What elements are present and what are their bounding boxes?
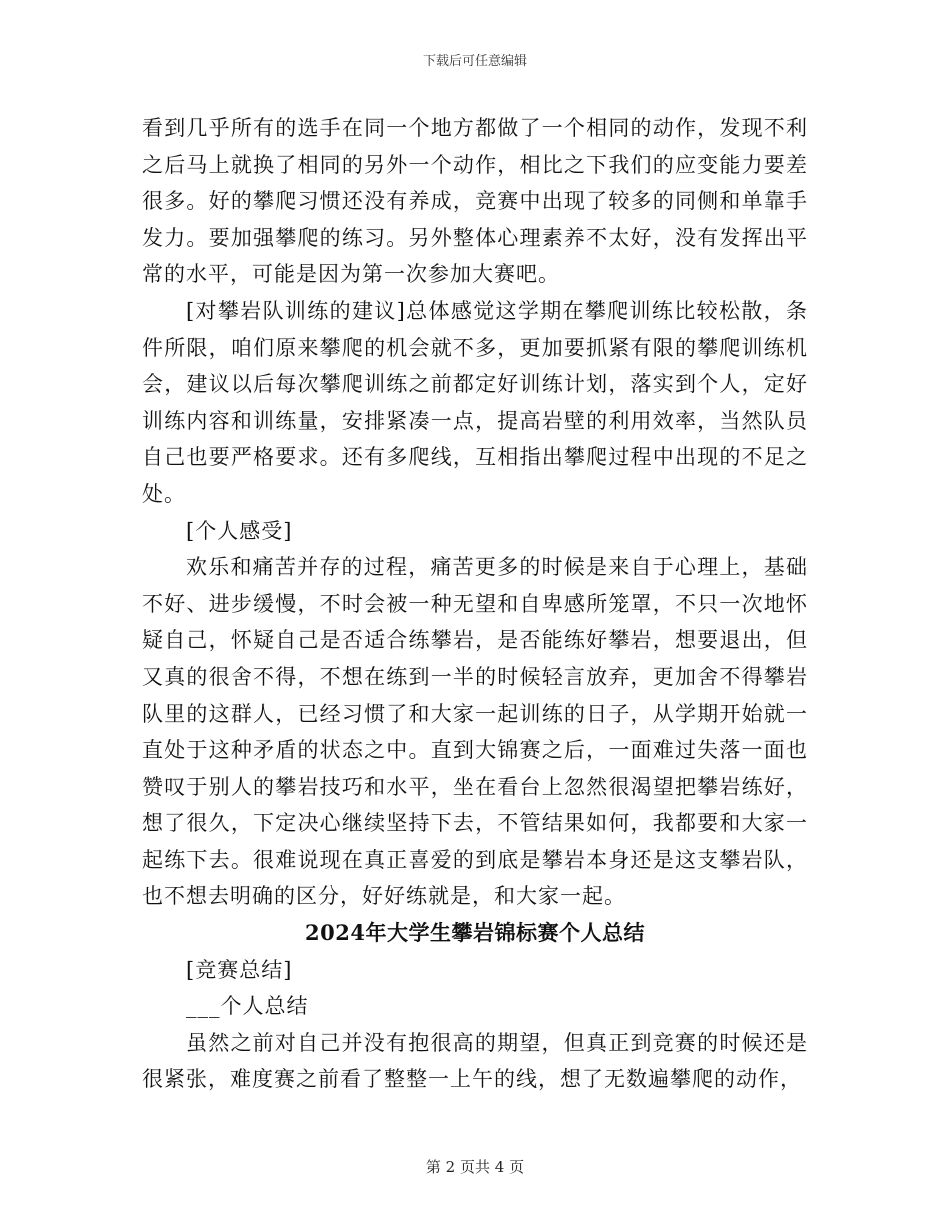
section-title: 2024年大学生攀岩锦标赛个人总结 <box>305 920 645 946</box>
paragraph-opponents-observation: 看到几乎所有的选手在同一个地方都做了一个相同的动作，发现不利之后马上就换了相同的另外一个动作，相比之下我们的应变能力要差很多。好的攀爬习惯还没有养成，竞赛中出现了较多的同侧和单靠手发力。要加强攀爬的练习。另外整体心理素养不太好，没有发挥出平常的水平，可能是因为第一次参加大赛吧。 <box>142 116 808 287</box>
page-footer: 第 2 页共 4 页 <box>425 1158 525 1176</box>
paragraph-personal-summary-heading: ___个人总结 <box>186 994 309 1019</box>
page-header: 下载后可任意编辑 <box>422 54 527 69</box>
paragraph-training-suggestions: [对攀岩队训练的建议]总体感觉这学期在攀爬训练比较松散，条件所限，咱们原来攀爬的机会就不多，更加要抓紧有限的攀爬训练机会，建议以后每次攀爬训练之前都定好训练计划，落实到个人，定好训练内容和训练量，安排紧凑一点，提高岩壁的利用效率，当然队员自己也要严格要求。还有多爬线，互相指出攀爬过程中出现的不足之处。 <box>142 298 808 506</box>
paragraph-personal-feelings-heading: [个人感受] <box>186 518 293 543</box>
paragraph-competition-summary-heading: [竞赛总结] <box>186 957 293 982</box>
document-body <box>142 110 808 1098</box>
paragraph-personal-feelings: 欢乐和痛苦并存的过程，痛苦更多的时候是来自于心理上，基础不好、进步缓慢，不时会被一种无望和自卑感所笼罩，不只一次地怀疑自己，怀疑自己是否适合练攀岩，是否能练好攀岩，想要退出，但又真的很舍不得，不想在练到一半的时候轻言放弃，更加舍不得攀岩队里的这群人，已经习惯了和大家一起训练的日子，从学期开始就一直处于这种矛盾的状态之中。直到大锦赛之后，一面难过失落一面也赞叹于别人的攀岩技巧和水平，坐在看台上忽然很渴望把攀岩练好，想了很久，下定决心继续坚持下去，不管结果如何，我都要和大家一起练下去。很难说现在真正喜爱的到底是攀岩本身还是这支攀岩队，也不想去明确的区分，好好练就是，和大家一起。 <box>142 555 808 909</box>
paragraph-competition-nerves: 虽然之前对自己并没有抱很高的期望，但真正到竞赛的时候还是很紧张，难度赛之前看了整整一上午的线，想了无数遍攀爬的动作， <box>142 1030 808 1092</box>
